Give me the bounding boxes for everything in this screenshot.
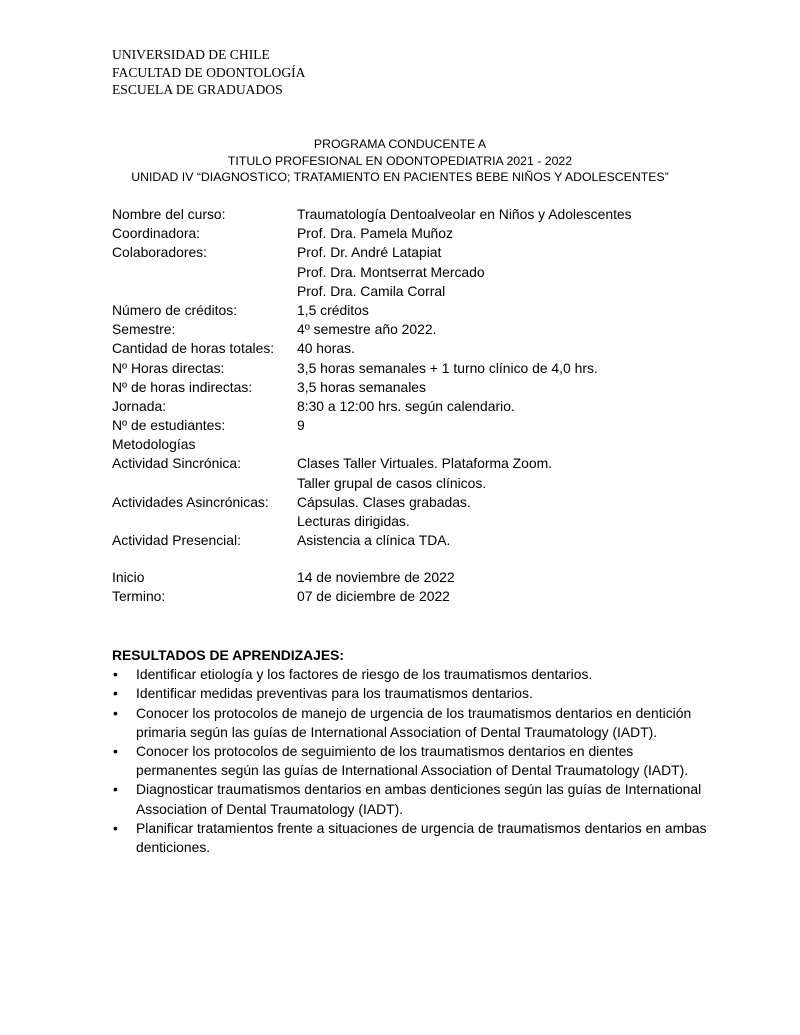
info-value: Asistencia a clínica TDA. [297,532,451,549]
date-value: 14 de noviembre de 2022 [297,568,455,585]
info-row [112,282,732,301]
info-row [112,339,732,358]
info-row [112,493,732,512]
info-label: Nombre del curso: [112,206,226,222]
university-name: UNIVERSIDAD DE CHILE [112,47,270,62]
info-label: Número de créditos: [112,301,238,318]
bullet-icon: • [113,781,118,798]
info-row [112,435,732,454]
date-label: Termino: [112,588,166,605]
bullet-icon: • [113,666,118,683]
info-label: Coordinadora: [112,225,201,242]
date-value: 07 de diciembre de 2022 [297,588,450,605]
info-value: Prof. Dra. Montserrat Mercado [297,263,485,280]
date-label: Inicio [112,568,145,585]
list-item [112,742,712,780]
info-value [297,435,732,454]
list-item-text: Identificar medidas preventivas para los traumatismos dentarios. [136,685,533,702]
program-line-2: TITULO PROFESIONAL EN ODONTOPEDIATRIA 2021 - 2022 [227,153,573,168]
info-row [112,512,732,531]
info-label: Jornada: [112,397,167,414]
info-value: Prof. Dra. Pamela Muñoz [297,225,453,242]
program-title [0,136,800,186]
info-value: Lecturas dirigidas. [297,513,410,529]
bullet-icon: • [113,743,118,760]
school-name: ESCUELA DE GRADUADOS [112,82,283,97]
spacer [112,550,732,568]
info-label [112,282,297,301]
date-row-start [112,568,732,587]
list-item-text: Identificar etiología y los factores de riesgo de los traumatismos dentarios. [136,666,593,683]
list-item [112,704,712,742]
info-row [112,320,732,339]
info-value: 4º semestre año 2022. [297,321,437,338]
info-row [112,224,732,243]
info-label: Nº de estudiantes: [112,417,226,434]
institution-header [112,46,306,99]
faculty-name: FACULTAD DE ODONTOLOGÍA [112,64,306,80]
info-row [112,263,732,282]
info-row [112,416,732,435]
info-label: Actividad Sincrónica: [112,455,241,472]
info-value: Taller grupal de casos clínicos. [297,474,487,491]
info-row [112,359,732,378]
course-info [112,205,732,606]
info-row [112,531,732,550]
program-line-1: PROGRAMA CONDUCENTE A [313,137,487,151]
list-item-text: Diagnosticar traumatismos dentarios en ambas denticiones según las guías de International Association of Dental Traumatology (IADT). [136,781,702,817]
info-label: Colaboradores: [112,244,207,261]
info-value: 3,5 horas semanales [297,378,426,395]
info-value: 1,5 créditos [297,301,369,318]
program-line-3: UNIDAD IV “DIAGNOSTICO; TRATAMIENTO EN PACIENTES BEBE NIÑOS Y ADOLESCENTES” [131,170,669,184]
info-label: Cantidad de horas totales: [112,340,275,357]
bullet-icon: • [113,704,118,721]
info-row [112,454,732,473]
info-value: Traumatología Dentoalveolar en Niños y Adolescentes [297,206,632,222]
info-value: Cápsulas. Clases grabadas. [297,493,471,510]
info-label: Metodologías [112,436,196,453]
info-label: Nº Horas directas: [112,359,225,376]
info-row [112,243,732,262]
info-label [112,263,297,282]
info-label: Semestre: [112,321,176,338]
info-label: Actividades Asincrónicas: [112,493,269,510]
info-label [112,512,297,531]
info-row [112,397,732,416]
bullet-icon: • [113,819,118,836]
info-row [112,378,732,397]
info-value: Prof. Dra. Camila Corral [297,282,446,299]
list-item-text: Conocer los protocolos de manejo de urgencia de los traumatismos dentarios en dentición primaria según las guías de International Association of Dental Traumatology (IADT). [136,704,692,740]
info-row [112,205,732,224]
date-row-end [112,587,732,606]
list-item [112,665,712,684]
info-label: Actividad Presencial: [112,532,241,549]
list-item [112,780,712,818]
info-value: 8:30 a 12:00 hrs. según calendario. [297,397,515,414]
info-value: 9 [297,417,305,434]
info-label: Nº de horas indirectas: [112,378,253,395]
info-row [112,301,732,320]
list-item-text: Conocer los protocolos de seguimiento de los traumatismos dentarios en dientes permanentes según las guías de International Association of Dental Traumatology (IADT). [136,743,689,779]
info-value: 3,5 horas semanales + 1 turno clínico de 4,0 hrs. [297,359,598,376]
info-row [112,474,732,493]
results-list [112,665,712,857]
info-label [112,474,297,493]
list-item-text: Planificar tratamientos frente a situaciones de urgencia de traumatismos dentarios en ambas denticiones. [136,819,707,856]
results-heading: RESULTADOS DE APRENDIZAJES: [112,647,345,663]
info-value: Clases Taller Virtuales. Plataforma Zoom. [297,455,553,472]
list-item [112,819,712,857]
list-item [112,684,712,703]
bullet-icon: • [113,685,118,702]
info-value: 40 horas. [297,340,355,357]
info-value: Prof. Dr. André Latapiat [297,244,442,261]
learning-results [112,646,712,857]
